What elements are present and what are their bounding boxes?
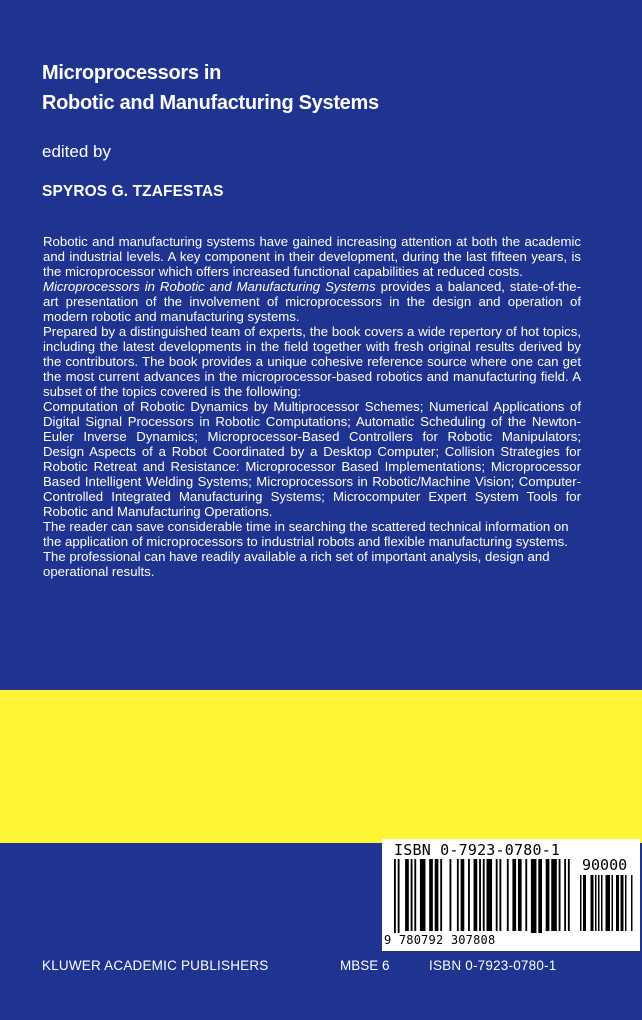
title-line-2: Robotic and Manufacturing Systems bbox=[42, 92, 379, 114]
barcode-bar bbox=[496, 859, 498, 931]
barcode-bar bbox=[564, 859, 566, 931]
barcode-bar bbox=[518, 859, 522, 931]
barcode-bar bbox=[625, 875, 627, 931]
publisher-name: KLUWER ACADEMIC PUBLISHERS bbox=[42, 958, 269, 973]
barcode-bar bbox=[499, 859, 501, 931]
barcode-bar bbox=[414, 859, 416, 931]
barcode-isbn-text: ISBN 0-7923-0780-1 bbox=[394, 841, 561, 859]
barcode-bar bbox=[405, 859, 409, 931]
barcode-bar bbox=[595, 875, 597, 931]
book-title bbox=[42, 58, 379, 118]
barcode-bar bbox=[483, 859, 485, 931]
barcode-bar bbox=[457, 859, 459, 931]
barcode-bar bbox=[479, 859, 481, 931]
blurb-paragraph-contents: Prepared by a distinguished team of experts, the book covers a wide repertory of hot topics, including the latest developments in the field together with fresh original results derived by the contributors. The book provides a unique cohesive reference source where one can get the most current advances in the microprocessor-based robotics and manufacturing field. A subset of the topics covered is the following: bbox=[43, 324, 581, 399]
barcode-bar bbox=[551, 859, 557, 931]
edited-by-label: edited by bbox=[42, 142, 111, 161]
barcode-bar bbox=[538, 859, 542, 933]
barcode-bar bbox=[559, 859, 561, 931]
barcode-bar bbox=[598, 875, 600, 931]
title-line-1: Microprocessors in bbox=[42, 62, 222, 84]
barcode-bar bbox=[512, 859, 516, 931]
barcode-bar bbox=[398, 859, 400, 933]
barcode-bar bbox=[531, 859, 537, 933]
barcode-bar bbox=[616, 875, 619, 931]
barcode-bar bbox=[487, 859, 493, 931]
blurb-paragraph-closing: The reader can save considerable time in searching the scattered technical information on the application of microprocessors to industrial robots and flexible manufacturing systems. The professional can have readily available a rich set of important analysis, design and operational results. bbox=[43, 519, 569, 579]
barcode-bar bbox=[420, 859, 426, 931]
blurb-paragraph-overview bbox=[43, 279, 581, 324]
barcode-addon-bars bbox=[580, 875, 634, 933]
barcode-bar bbox=[606, 875, 611, 931]
book-title-italic: Microprocessors in Robotic and Manufacturing Systems bbox=[43, 279, 376, 294]
barcode-bar bbox=[546, 859, 550, 931]
barcode-bar bbox=[601, 875, 603, 931]
barcode-bar bbox=[435, 859, 439, 931]
barcode-bar bbox=[568, 859, 570, 931]
barcode-bar bbox=[394, 859, 396, 933]
barcode-bar bbox=[450, 859, 452, 931]
barcode-bar bbox=[580, 875, 582, 931]
yellow-band bbox=[0, 690, 642, 843]
barcode-bar bbox=[591, 875, 594, 931]
editor-name: SPYROS G. TZAFESTAS bbox=[42, 183, 224, 200]
barcode-bar bbox=[525, 859, 527, 931]
barcode-box bbox=[382, 839, 640, 951]
barcode-bar bbox=[621, 875, 624, 931]
barcode-bar bbox=[411, 859, 413, 931]
barcode-bar bbox=[631, 875, 633, 931]
barcode-bar bbox=[468, 859, 470, 931]
blurb-paragraph-topics: Computation of Robotic Dynamics by Multiprocessor Schemes; Numerical Applications of Digital Signal Processors in Robotic Computations; Automatic Scheduling of the Newton-Euler Inverse Dynamics; Microprocessor-Based Controllers for Robotic Manipulators; Design Aspects of a Robot Coordinated by a Desktop Computer; Collision Strategies for Robotic Retreat and Resistance: Microprocessor Based Implementations; Microprocessor Based Intelligent Welding Systems; Microprocessors in Robotic/Machine Vision; Computer-Controlled Integrated Manufacturing Systems; Microcomputer Expert System Tools for Robotic and Manufacturing Operations. bbox=[43, 399, 581, 519]
barcode-bar bbox=[474, 859, 478, 931]
barcode-bar bbox=[440, 859, 442, 931]
footer-isbn: ISBN 0-7923-0780-1 bbox=[429, 958, 557, 973]
blurb-text bbox=[43, 234, 581, 579]
barcode-bars bbox=[394, 859, 578, 933]
blurb-paragraph-intro: Robotic and manufacturing systems have gained increasing attention at both the academic and industrial levels. A key component in their development, during the last fifteen years, is the microprocessor which offers increased functional capabilities at reduced costs. bbox=[43, 234, 581, 279]
barcode-bar bbox=[583, 875, 586, 931]
series-code: MBSE 6 bbox=[340, 958, 390, 973]
barcode-bar bbox=[507, 859, 509, 931]
barcode-bar bbox=[612, 875, 614, 931]
barcode-bar bbox=[429, 859, 433, 931]
barcode-bar bbox=[461, 859, 465, 931]
barcode-ean-digits: 9 780792 307808 bbox=[384, 933, 496, 947]
barcode-price-code: 90000 bbox=[582, 856, 628, 874]
blurb-overview-text: provides a balanced, state-of-the-art presentation of the involvement of microprocessors in the design and operation of modern robotic and manufacturing systems. bbox=[43, 279, 581, 324]
